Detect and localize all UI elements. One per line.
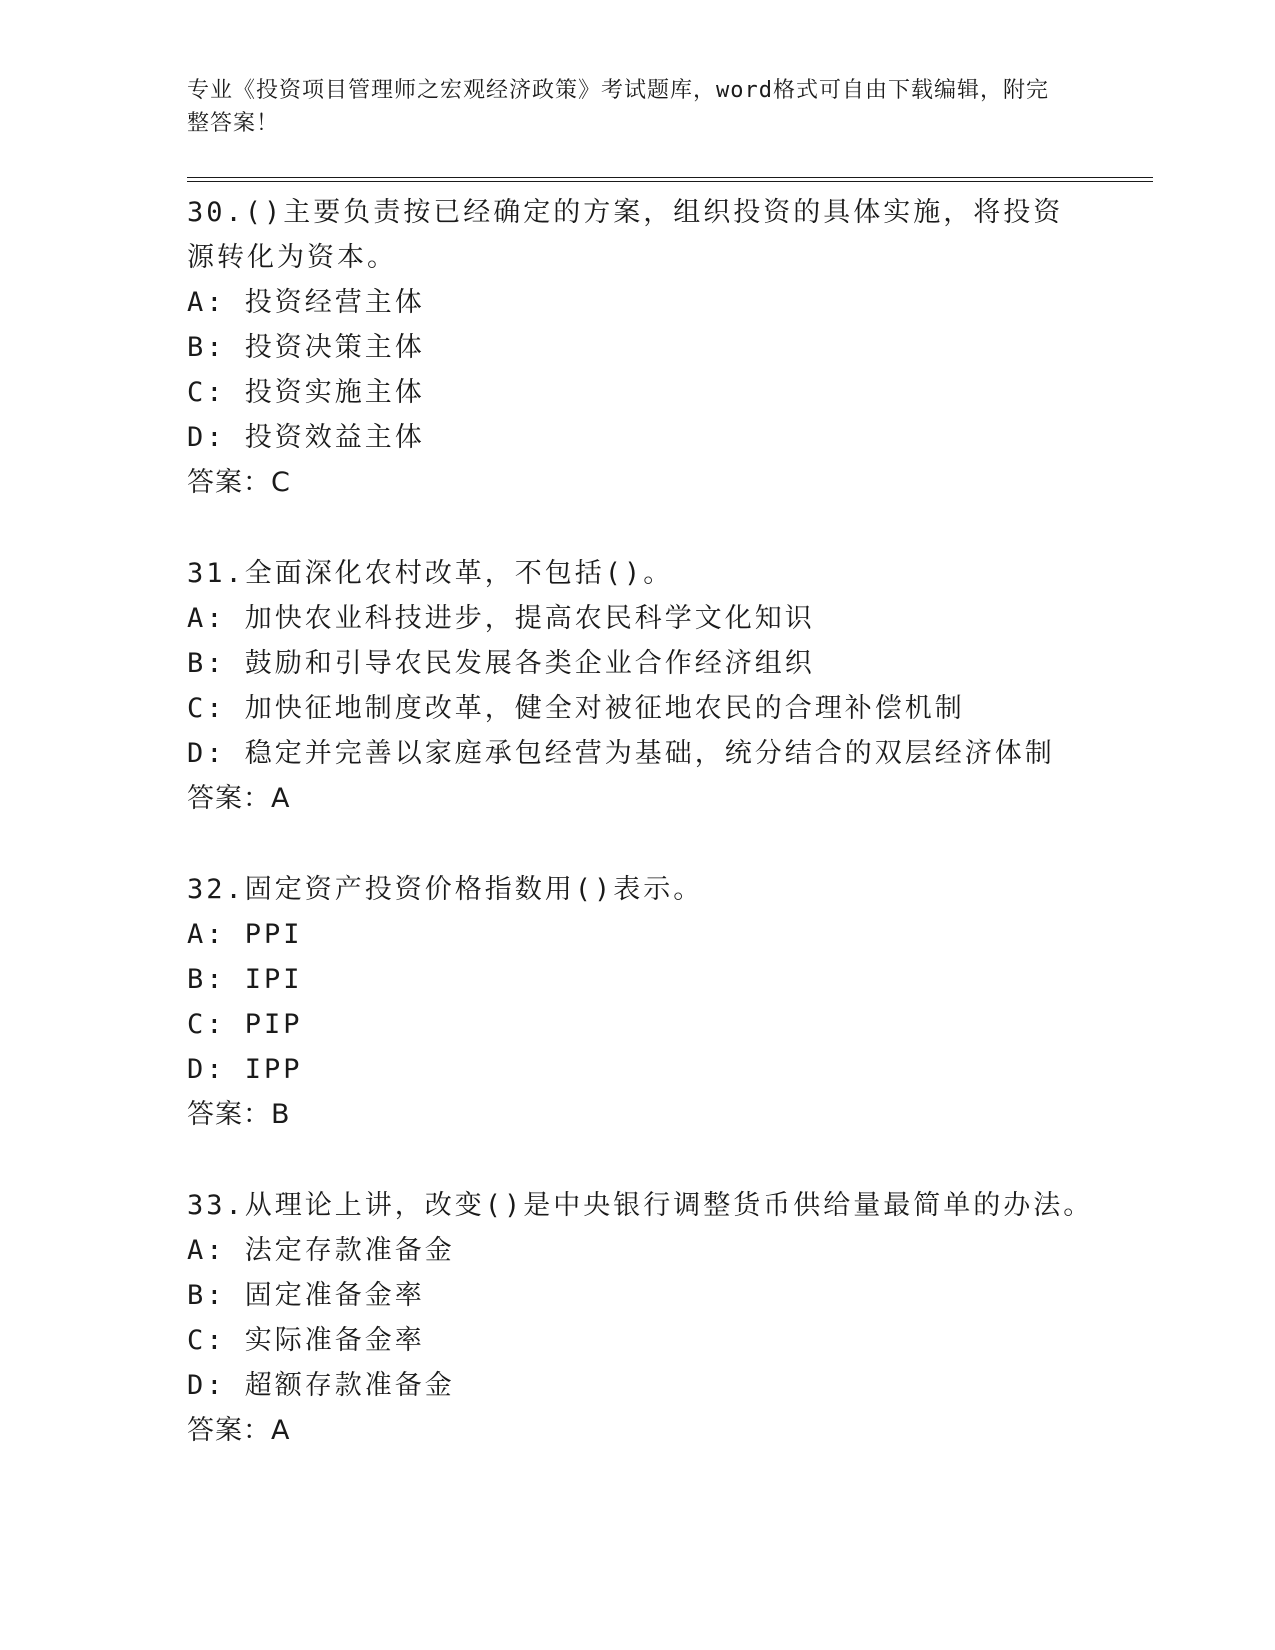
answer-text: 答案：C xyxy=(187,467,291,498)
option-c: C: 加快征地制度改革，健全对被征地农民的合理补偿机制 xyxy=(187,693,965,724)
option-b: B: 投资决策主体 xyxy=(187,332,425,363)
option-a: A: 投资经营主体 xyxy=(187,287,425,318)
option-d: D: IPP xyxy=(187,1054,303,1085)
option-b: B: 固定准备金率 xyxy=(187,1280,425,1311)
option-b: B: IPI xyxy=(187,964,303,995)
option-d: D: 超额存款准备金 xyxy=(187,1370,455,1401)
question-30 xyxy=(187,190,1153,505)
option-a: A: 加快农业科技进步，提高农民科学文化知识 xyxy=(187,603,815,634)
option-c: C: PIP xyxy=(187,1009,303,1040)
question-stem: 30.()主要负责按已经确定的方案，组织投资的具体实施，将投资源转化为资本。 xyxy=(187,197,1064,273)
question-stem: 31.全面深化农村改革，不包括()。 xyxy=(187,558,674,589)
header-rule-bottom xyxy=(187,181,1153,182)
question-32 xyxy=(187,867,1153,1137)
question-stem: 32.固定资产投资价格指数用()表示。 xyxy=(187,874,704,905)
header-rule-top xyxy=(187,177,1153,178)
question-stem: 33.从理论上讲，改变()是中央银行调整货币供给量最简单的办法。 xyxy=(187,1190,1094,1221)
option-a: A: 法定存款准备金 xyxy=(187,1235,455,1266)
option-c: C: 实际准备金率 xyxy=(187,1325,425,1356)
question-33 xyxy=(187,1183,1153,1453)
document-header: 专业《投资项目管理师之宏观经济政策》考试题库，word格式可自由下载编辑，附完整答案！ xyxy=(187,78,1049,136)
question-list xyxy=(187,190,1153,1499)
option-c: C: 投资实施主体 xyxy=(187,377,425,408)
option-d: D: 稳定并完善以家庭承包经营为基础，统分结合的双层经济体制 xyxy=(187,738,1055,769)
answer-text: 答案：A xyxy=(187,1415,291,1446)
answer-text: 答案：A xyxy=(187,783,291,814)
option-b: B: 鼓励和引导农民发展各类企业合作经济组织 xyxy=(187,648,815,679)
question-31 xyxy=(187,551,1153,821)
option-a: A: PPI xyxy=(187,919,303,950)
answer-text: 答案：B xyxy=(187,1099,291,1130)
option-d: D: 投资效益主体 xyxy=(187,422,425,453)
